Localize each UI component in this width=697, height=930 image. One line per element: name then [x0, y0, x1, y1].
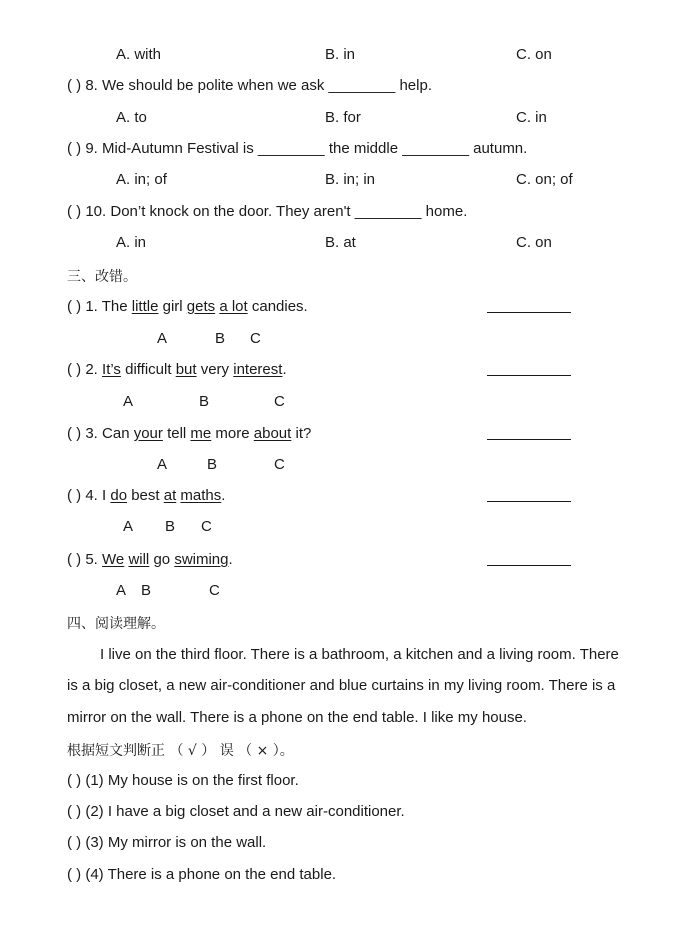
answer-paren[interactable]: ( )	[67, 203, 82, 220]
question-text: it?	[291, 425, 312, 442]
answer-blank[interactable]: ________	[328, 77, 396, 94]
question-text: tell	[162, 425, 191, 442]
question-text: girl	[158, 298, 187, 315]
question-text: candies.	[247, 298, 308, 315]
section-4-title: 四、阅读理解。	[67, 616, 165, 632]
correction-answer-line[interactable]	[487, 439, 571, 440]
section-3-title: 三、改错。	[67, 269, 137, 285]
q10-option-c[interactable]: C. on	[516, 234, 552, 251]
label-b: B	[215, 330, 226, 347]
question-10	[67, 203, 467, 220]
judge-text: (2) I have a big closet and a new air-conditioner.	[85, 803, 405, 820]
label-a: A	[157, 456, 168, 473]
answer-paren[interactable]: ( )	[67, 140, 82, 157]
label-c: C	[274, 393, 285, 410]
passage-line: I live on the third floor. There is a bathroom, a kitchen and a living room. There	[100, 646, 619, 663]
question-9	[67, 140, 527, 157]
q9-option-a[interactable]: A. in; of	[116, 171, 167, 188]
question-text: 9. Mid-Autumn Festival is	[85, 140, 258, 157]
answer-blank-2[interactable]: ________	[402, 140, 469, 157]
underlined-c: a lot	[219, 298, 248, 315]
question-text: 8. We should be polite when we ask	[85, 77, 329, 94]
judge-item-2	[67, 803, 405, 820]
answer-paren[interactable]: ( )	[67, 361, 82, 378]
q7-option-a[interactable]: A. with	[116, 46, 162, 63]
answer-blank[interactable]: ________	[354, 203, 422, 220]
question-text: 5.	[85, 551, 103, 568]
question-text-end: help.	[395, 77, 432, 94]
question-text: go	[149, 551, 175, 568]
error-question-3	[67, 425, 311, 442]
question-text: .	[228, 551, 233, 568]
underlined-c: maths	[180, 487, 222, 504]
judge-item-4	[67, 866, 336, 883]
question-text: more	[211, 425, 254, 442]
question-text-end: home.	[421, 203, 468, 220]
label-a: A	[123, 393, 134, 410]
q8-option-b[interactable]: B. for	[325, 109, 361, 126]
question-text: .	[282, 361, 287, 378]
underlined-b: gets	[186, 298, 216, 315]
label-a: A	[157, 330, 168, 347]
passage-line: mirror on the wall. There is a phone on the end table. I like my house.	[67, 709, 527, 726]
question-text: 4. I	[85, 487, 111, 504]
q7-option-b[interactable]: B. in	[325, 46, 356, 63]
q10-option-a[interactable]: A. in	[116, 234, 147, 251]
underlined-a: little	[131, 298, 159, 315]
underlined-c: interest	[233, 361, 283, 378]
answer-paren[interactable]: ( )	[67, 866, 82, 883]
q7-option-c[interactable]: C. on	[516, 46, 552, 63]
label-b: B	[141, 582, 152, 599]
answer-paren[interactable]: ( )	[67, 77, 82, 94]
question-text: 10. Don’t knock on the door. They aren't	[85, 203, 355, 220]
question-text: 1. The	[85, 298, 132, 315]
question-8	[67, 77, 432, 94]
underlined-a: do	[110, 487, 128, 504]
q9-option-b[interactable]: B. in; in	[325, 171, 376, 188]
q10-option-b[interactable]: B. at	[325, 234, 356, 251]
underlined-b: but	[175, 361, 197, 378]
judge-text: (3) My mirror is on the wall.	[85, 834, 267, 851]
answer-paren[interactable]: ( )	[67, 551, 82, 568]
error-question-5	[67, 551, 233, 568]
question-text: best	[127, 487, 164, 504]
judge-item-1	[67, 772, 299, 789]
underlined-b: at	[163, 487, 177, 504]
question-text-mid: the middle	[324, 140, 403, 157]
question-text: difficult	[120, 361, 176, 378]
judge-item-3	[67, 834, 266, 851]
q8-option-c[interactable]: C. in	[516, 109, 547, 126]
label-b: B	[207, 456, 218, 473]
label-a: A	[116, 582, 127, 599]
correction-answer-line[interactable]	[487, 501, 571, 502]
underlined-c: about	[253, 425, 292, 442]
answer-paren[interactable]: ( )	[67, 803, 82, 820]
label-a: A	[123, 518, 134, 535]
label-c: C	[274, 456, 285, 473]
question-text: 3. Can	[85, 425, 134, 442]
label-c: C	[201, 518, 212, 535]
correction-answer-line[interactable]	[487, 312, 571, 313]
label-c: C	[209, 582, 220, 599]
underlined-a: It’s	[102, 361, 121, 378]
label-b: B	[199, 393, 210, 410]
correction-answer-line[interactable]	[487, 375, 571, 376]
answer-paren[interactable]: ( )	[67, 298, 82, 315]
answer-paren[interactable]: ( )	[67, 772, 82, 789]
q8-option-a[interactable]: A. to	[116, 109, 147, 126]
q9-option-c[interactable]: C. on; of	[516, 171, 573, 188]
answer-blank-1[interactable]: ________	[257, 140, 325, 157]
underlined-b: me	[190, 425, 212, 442]
label-b: B	[165, 518, 176, 535]
label-c: C	[250, 330, 261, 347]
judge-instruction: 根据短文判断正 （ √ ） 误 （ × ）。	[67, 743, 294, 759]
answer-paren[interactable]: ( )	[67, 487, 82, 504]
question-text: 2.	[85, 361, 103, 378]
question-text-end: autumn.	[468, 140, 528, 157]
underlined-b: will	[128, 551, 150, 568]
underlined-a: We	[102, 551, 125, 568]
answer-paren[interactable]: ( )	[67, 425, 82, 442]
correction-answer-line[interactable]	[487, 565, 571, 566]
underlined-a: your	[133, 425, 163, 442]
answer-paren[interactable]: ( )	[67, 834, 82, 851]
judge-text: (4) There is a phone on the end table.	[85, 866, 337, 883]
error-question-1	[67, 298, 308, 315]
error-question-4	[67, 487, 225, 504]
question-text: very	[196, 361, 234, 378]
judge-text: (1) My house is on the first floor.	[85, 772, 299, 789]
passage-line: is a big closet, a new air-conditioner and blue curtains in my living room. There is a	[67, 677, 616, 694]
question-text: .	[221, 487, 226, 504]
underlined-c: swiming	[174, 551, 229, 568]
error-question-2	[67, 361, 287, 378]
